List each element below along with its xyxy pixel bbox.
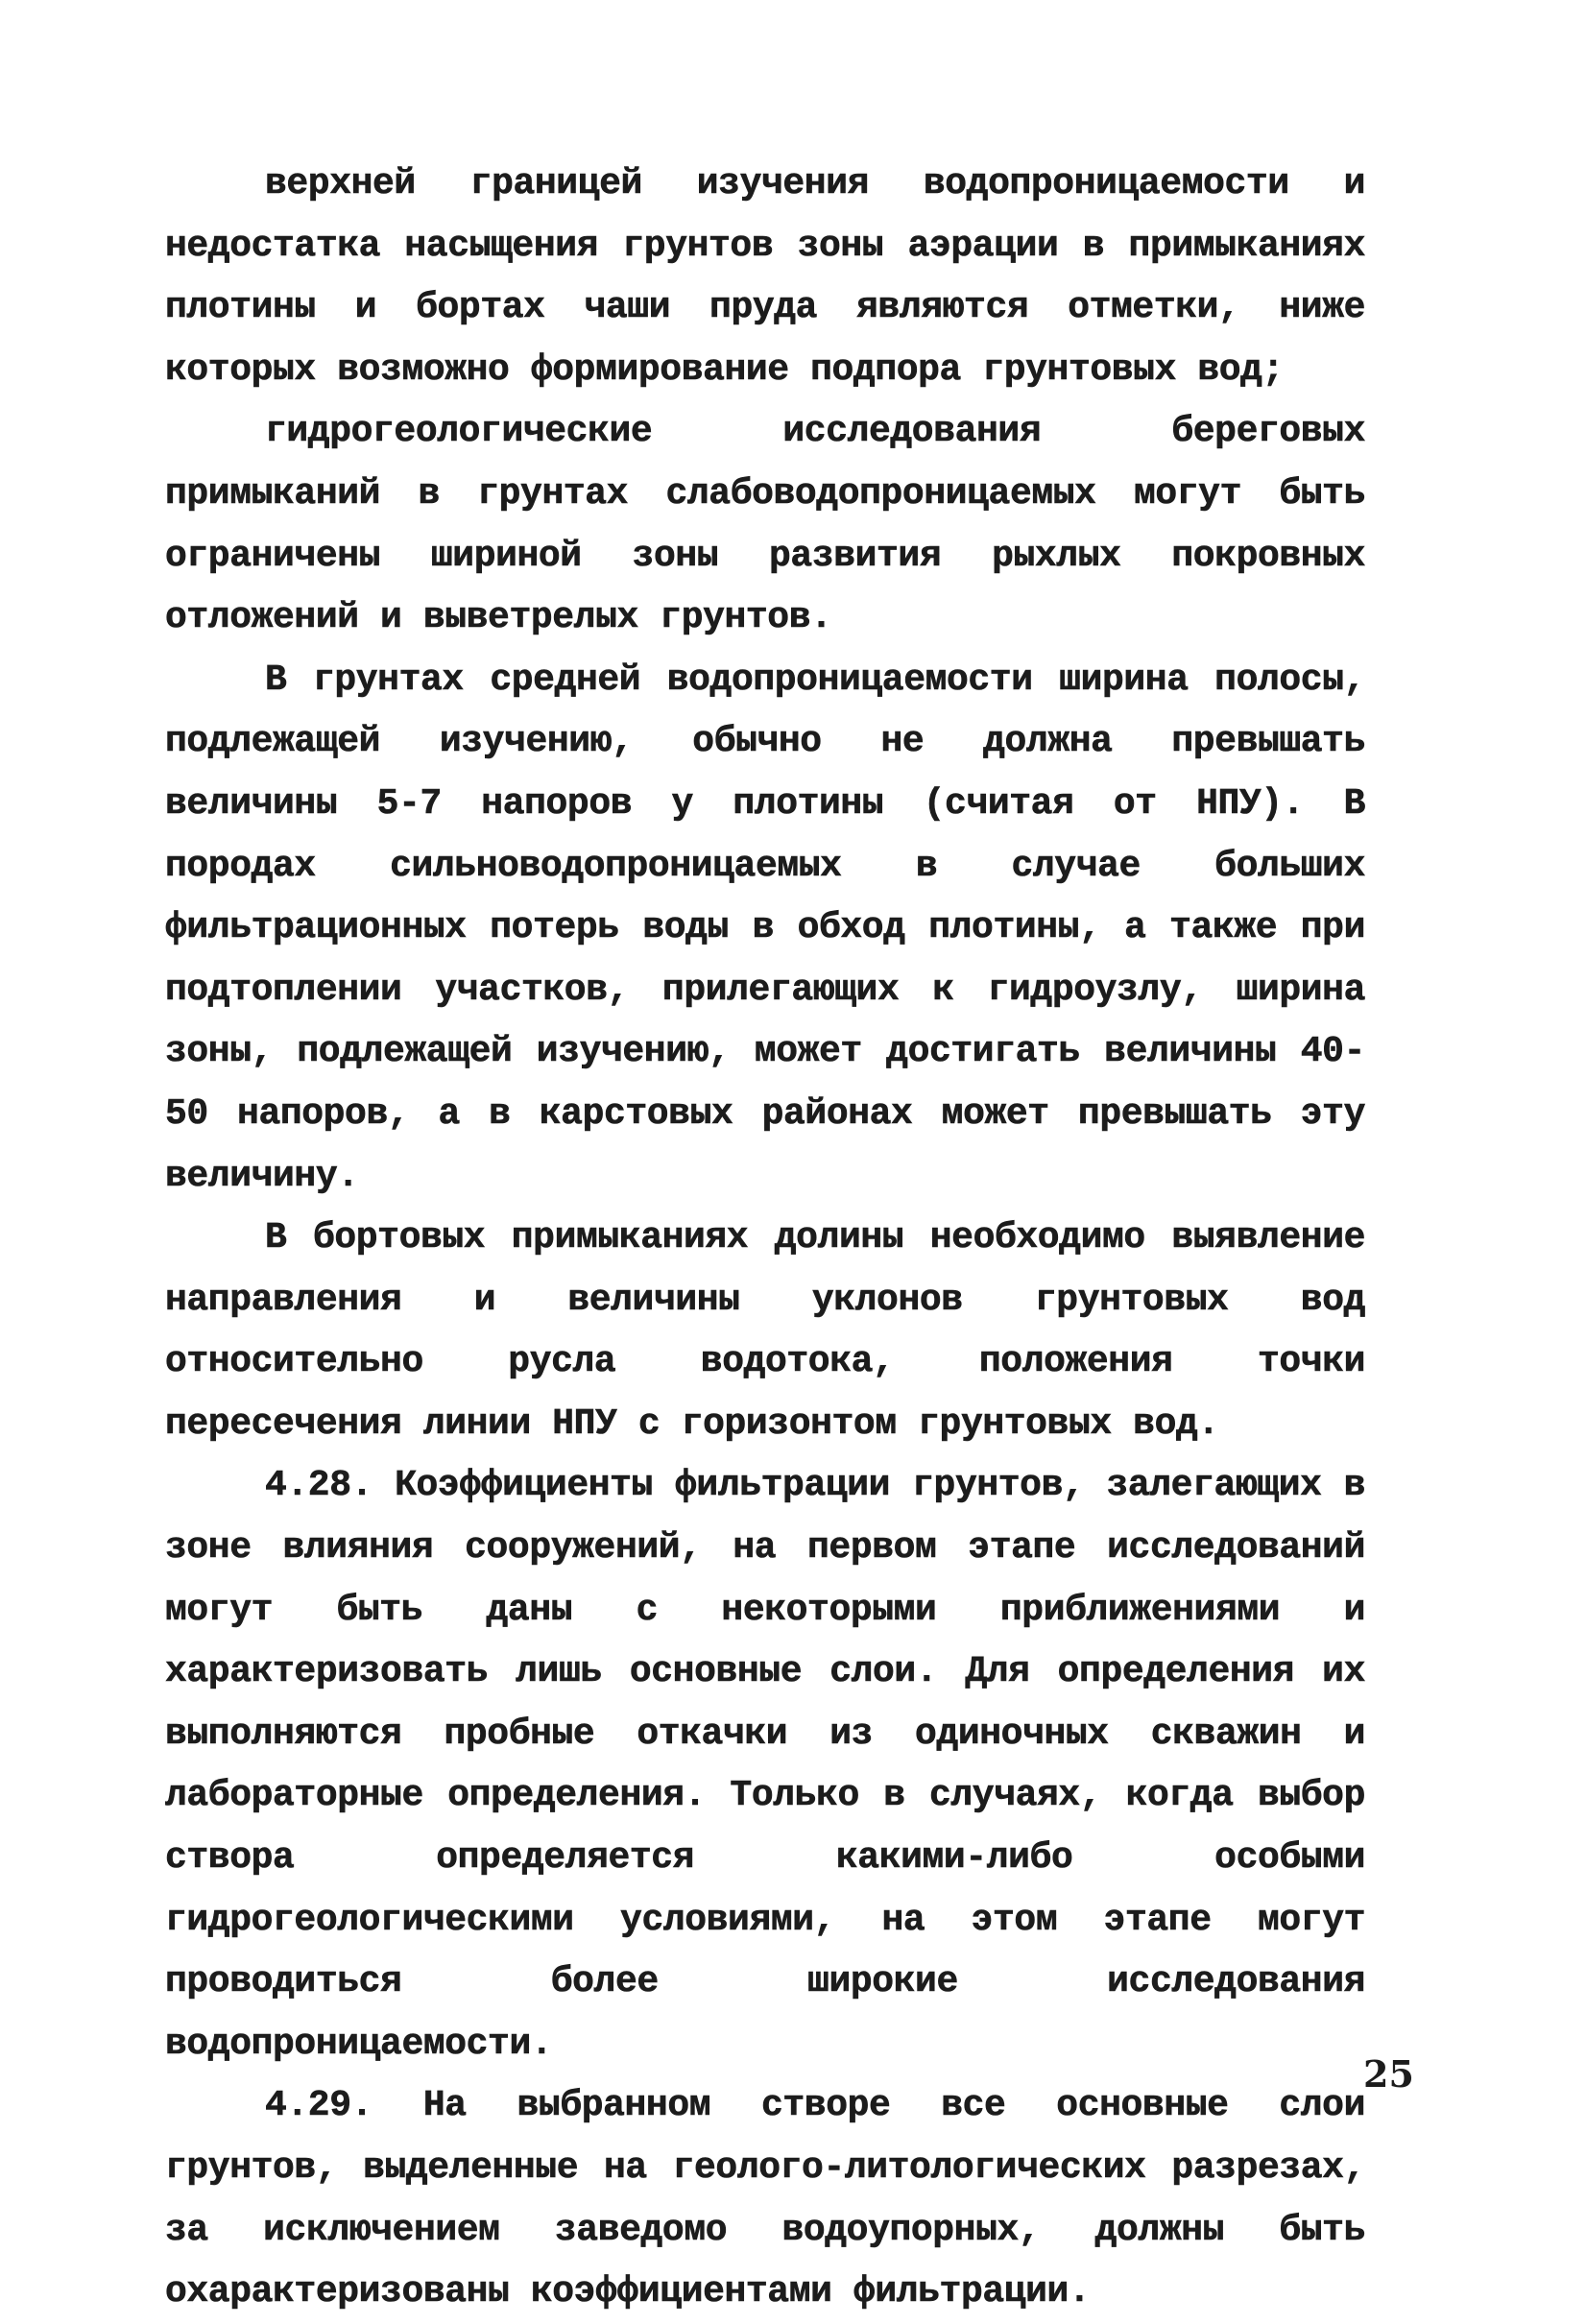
- paragraph-medium-permeability-width: В грунтах средней водопроницаемости ширина полосы, подлежащей изучению, обычно не должна превышать величины 5-7 напоров у плотины (считая от НПУ). В породах сильноводопроницаемых в случае больших фильтрационных потерь воды в обход плотины, а также при подтоплении участков, прилегающих к гидроузлу, ширина зоны, подлежащей изучению, может достигать величины 40-50 напоров, а в карстовых районах может превышать эту величину.: [165, 659, 1365, 1197]
- page-number: 25: [1363, 2052, 1414, 2096]
- paragraph-upper-boundary: верхней границей изучения водопроницаемости и недостатка насыщения грунтов зоны аэрации в примыканиях плотины и бортах чаши пруда являются отметки, ниже которых возможно формирование подпора грунтовых вод;: [165, 163, 1365, 391]
- paragraph-section-4-29: 4.29. На выбранном створе все основные слои грунтов, выделенные на геолого-литологических разрезах, за исключением заведомо водоупорных, должны быть охарактеризованы коэффициентами фильтрации.: [165, 2085, 1365, 2313]
- body-text: [165, 154, 1365, 2324]
- paragraph-bank-abutments-low-permeability: гидрогеологические исследования береговых примыканий в грунтах слабоводопроницаемых могут быть ограничены шириной зоны развития рыхлых покровных отложений и выветрелых грунтов.: [165, 411, 1365, 639]
- paragraph-section-4-28: 4.28. Коэффициенты фильтрации грунтов, залегающих в зоне влияния сооружений, на первом этапе исследований могут быть даны с некоторыми приближениями и характеризовать лишь основные слои. Для определения их выполняются пробные откачки из одиночных скважин и лабораторные определения. Только в случаях, когда выбор створа определяется какими-либо особыми гидрогеологическими условиями, на этом этапе могут проводиться более широкие исследования водопроницаемости.: [165, 1465, 1365, 2065]
- paragraph-valley-side-abutments: В бортовых примыканиях долины необходимо выявление направления и величины уклонов грунтовых вод относительно русла водотока, положения точки пересечения линии НПУ с горизонтом грунтовых вод.: [165, 1217, 1365, 1445]
